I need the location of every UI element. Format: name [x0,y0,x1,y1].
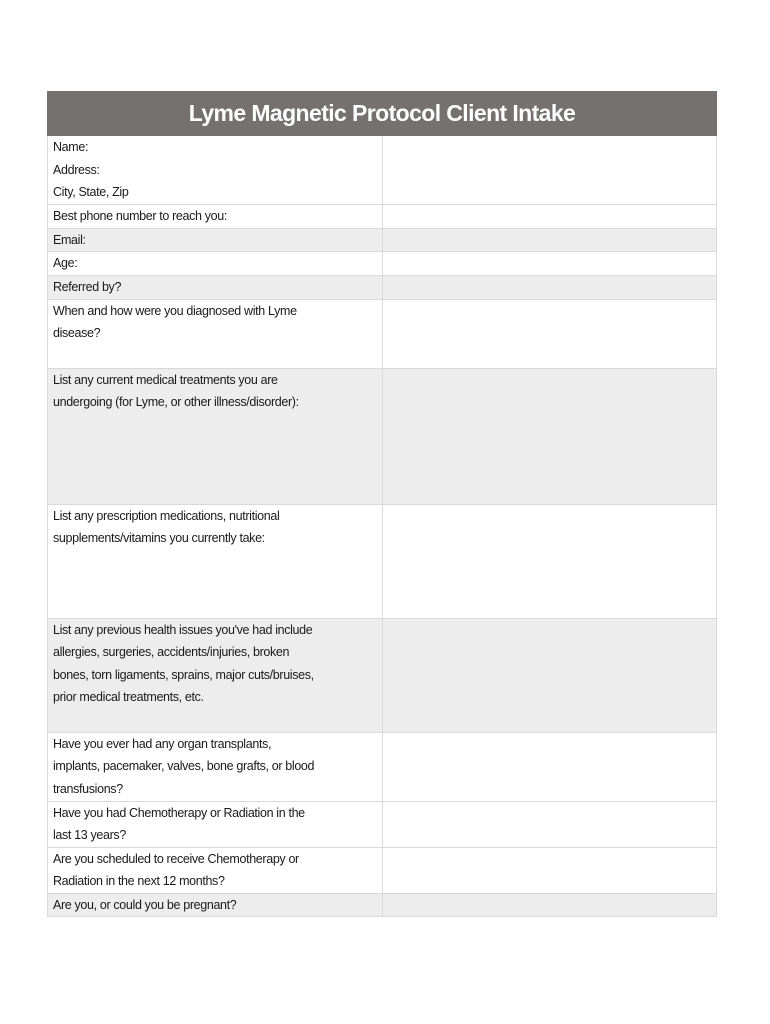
title-row [48,92,717,136]
intake-form-table [47,91,717,917]
field-label: Name: Address: City, State, Zip [53,140,129,199]
field-answer-cell[interactable] [382,618,717,732]
field-label-cell [48,618,383,732]
field-answer-cell[interactable] [382,504,717,618]
field-label-cell [48,136,383,205]
field-answer-cell[interactable] [382,732,717,801]
field-label-cell [48,847,383,893]
field-label-cell [48,299,383,368]
field-label-cell [48,228,383,252]
form-row [48,204,717,228]
form-row [48,504,717,618]
form-title: Lyme Magnetic Protocol Client Intake [48,92,717,136]
form-row [48,368,717,504]
field-answer-cell[interactable] [382,136,717,205]
field-answer-cell[interactable] [382,299,717,368]
field-answer-cell[interactable] [382,368,717,504]
form-row [48,893,717,917]
field-answer-cell[interactable] [382,276,717,300]
field-label-cell [48,276,383,300]
field-label: Are you, or could you be pregnant? [53,897,237,912]
field-label: List any current medical treatments you are undergoing (for Lyme, or other illness/disorder): [53,372,299,409]
field-label: Age: [53,256,78,270]
field-answer-cell[interactable] [382,893,717,917]
field-answer-cell[interactable] [382,204,717,228]
form-row [48,618,717,732]
field-label: Have you ever had any organ transplants, implants, pacemaker, valves, bone grafts, or blood transfusions? [53,736,315,796]
field-label: Have you had Chemotherapy or Radiation in the last 13 years? [53,805,305,842]
field-label: List any prescription medications, nutritional supplements/vitamins you currently take: [53,508,280,545]
field-label-cell [48,893,383,917]
field-label-cell [48,732,383,801]
form-row [48,228,717,252]
field-label-cell [48,204,383,228]
form-row [48,252,717,276]
field-label-cell [48,368,383,504]
field-label: Referred by? [53,280,122,294]
field-answer-cell[interactable] [382,847,717,893]
field-label: When and how were you diagnosed with Lyme disease? [53,303,297,340]
form-row [48,732,717,801]
field-label-cell [48,252,383,276]
field-answer-cell[interactable] [382,228,717,252]
field-label: List any previous health issues you've had include allergies, surgeries, accidents/injuries, broken bones, torn ligaments, sprains, major cuts/bruises, prior medical treatments, etc. [53,622,314,704]
field-label: Email: [53,232,86,247]
form-row [48,276,717,300]
form-row [48,299,717,368]
field-answer-cell[interactable] [382,252,717,276]
field-label-cell [48,801,383,847]
form-row [48,801,717,847]
field-answer-cell[interactable] [382,801,717,847]
form-row [48,136,717,205]
field-label: Are you scheduled to receive Chemotherapy or Radiation in the next 12 months? [53,851,299,888]
form-row [48,847,717,893]
field-label: Best phone number to reach you: [53,208,227,223]
field-label-cell [48,504,383,618]
